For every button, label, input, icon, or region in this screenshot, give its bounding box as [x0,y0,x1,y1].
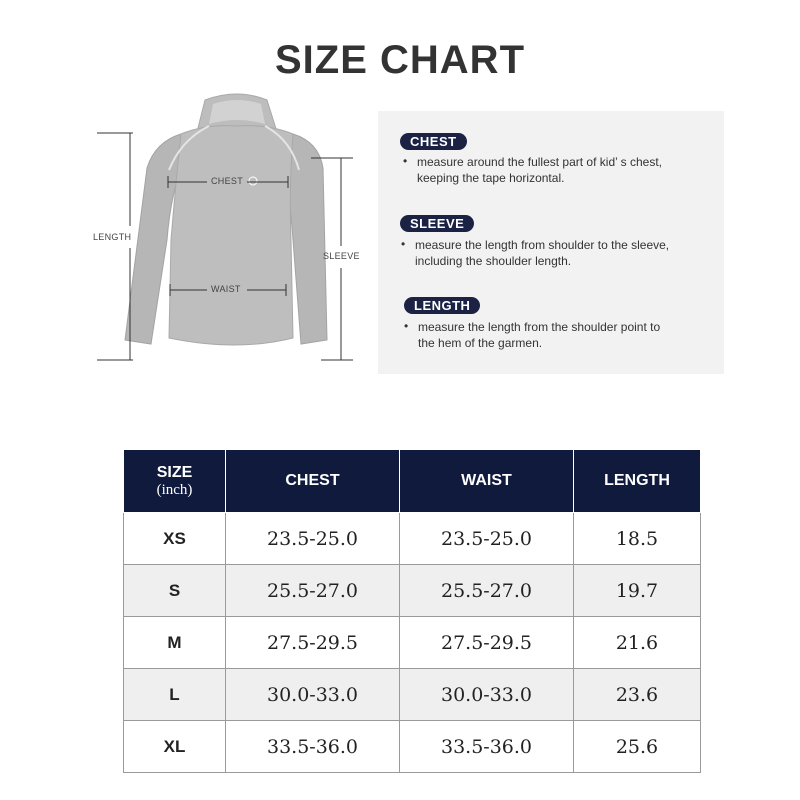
waist-cell: 30.0-33.0 [400,669,574,721]
length-instruction-line: the hem of the garmen. [418,336,543,350]
chest-heading: CHEST [400,133,467,150]
waist-cell: 25.5-27.0 [400,565,574,617]
chest-cell: 23.5-25.0 [226,513,400,565]
length-column-header: LENGTH [574,450,701,513]
length-cell: 23.6 [574,669,701,721]
chest-cell: 30.0-33.0 [226,669,400,721]
size-cell: S [124,565,226,617]
chest-measure-label: CHEST [211,176,244,186]
length-cell: 25.6 [574,721,701,773]
size-cell: L [124,669,226,721]
length-cell: 18.5 [574,513,701,565]
chest-cell: 33.5-36.0 [226,721,400,773]
table-row [124,565,701,617]
sleeve-heading: SLEEVE [400,215,474,232]
bullet-icon: • [401,237,406,251]
size-column-header [124,450,226,513]
measurement-instructions [378,111,724,374]
length-cell: 21.6 [574,617,701,669]
waist-column-header: WAIST [400,450,574,513]
unit-label: (inch) [156,481,193,498]
chest-cell: 27.5-29.5 [226,617,400,669]
length-measure-label: LENGTH [93,232,132,242]
sleeve-instruction-line: measure the length from shoulder to the sleeve, [415,238,670,252]
sleeve-instruction [401,237,670,269]
size-cell: XS [124,513,226,565]
size-header-label: SIZE [156,463,193,481]
table-row [124,617,701,669]
waist-cell: 33.5-36.0 [400,721,574,773]
chest-instruction-line: measure around the fullest part of kid’ s chest, [417,155,663,169]
sleeve-instruction-line: including the shoulder length. [415,254,572,268]
sleeve-measure-label: SLEEVE [323,251,360,261]
table-row [124,669,701,721]
page-title: SIZE CHART [275,38,525,82]
table-row [124,721,701,773]
chest-instruction-line: keeping the tape horizontal. [417,171,565,185]
length-cell: 19.7 [574,565,701,617]
hoodie-diagram [85,90,375,375]
bullet-icon: • [404,319,409,333]
waist-measure-label: WAIST [211,284,241,294]
length-instruction-line: measure the length from the shoulder point to [418,320,661,334]
table-row [124,513,701,565]
waist-cell: 23.5-25.0 [400,513,574,565]
bullet-icon: • [403,154,408,168]
table-header-row [124,450,701,513]
chest-cell: 25.5-27.0 [226,565,400,617]
size-table [123,449,701,773]
chest-instruction [403,154,663,186]
length-heading: LENGTH [404,297,480,314]
length-instruction [404,319,661,351]
size-cell: M [124,617,226,669]
chest-column-header: CHEST [226,450,400,513]
waist-cell: 27.5-29.5 [400,617,574,669]
size-cell: XL [124,721,226,773]
